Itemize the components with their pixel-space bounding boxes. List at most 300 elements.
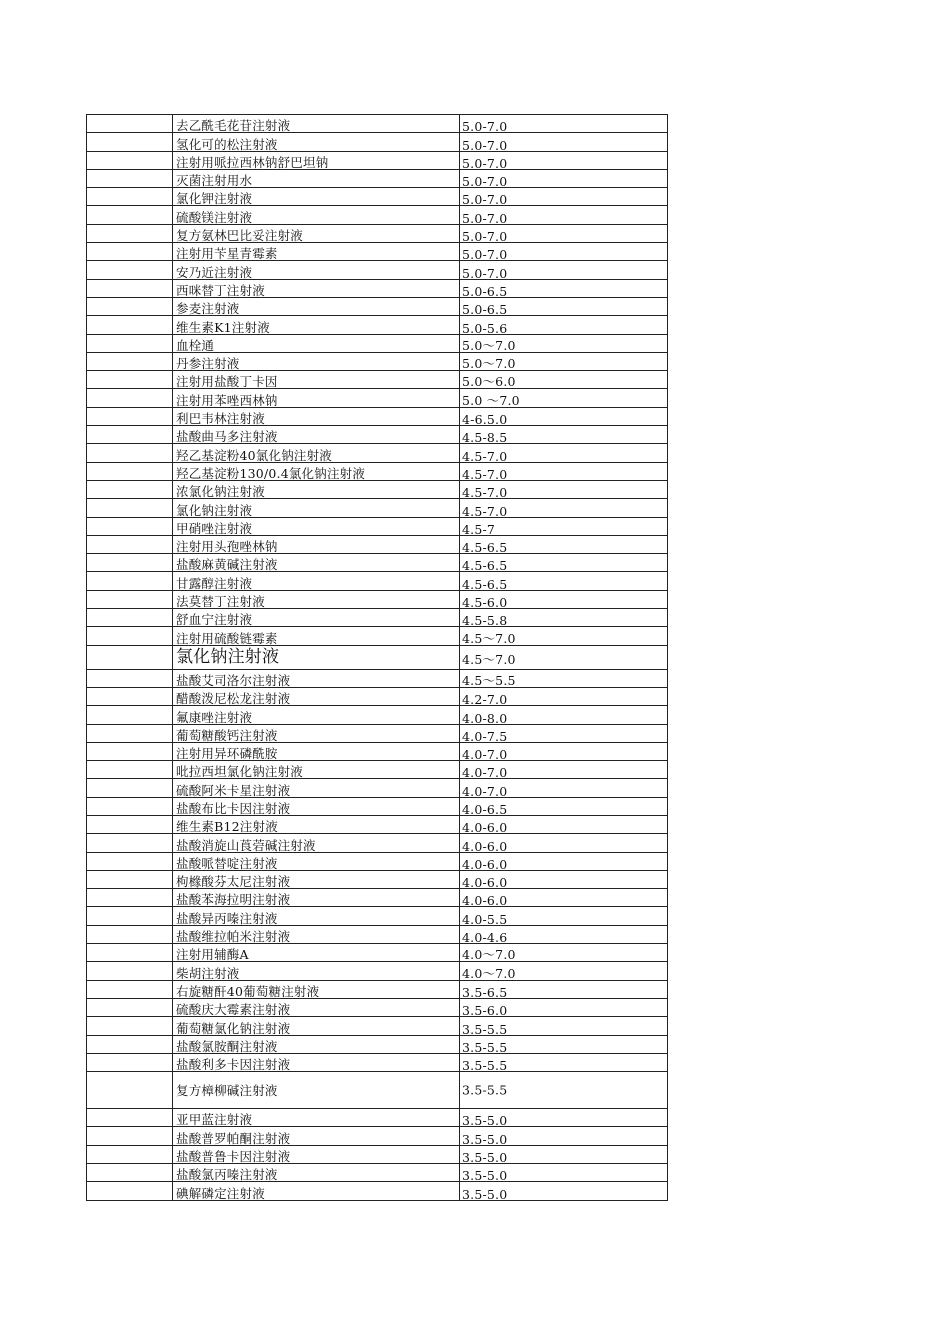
blank-cell [86, 225, 173, 242]
drug-name-cell [174, 798, 460, 815]
ph-range: 4.5～5.5 [462, 672, 516, 688]
table-row [86, 114, 668, 135]
ph-range: 4.5-7.0 [462, 503, 508, 519]
table-row [86, 187, 668, 208]
drug-name: 盐酸消旋山莨菪碱注射液 [176, 837, 316, 853]
drug-name-cell [174, 1072, 460, 1108]
drug-name-cell [174, 1017, 460, 1034]
ph-range: 4.5-6.0 [462, 595, 508, 611]
table-row [86, 242, 668, 263]
drug-name: 血栓通 [176, 337, 215, 353]
table-row [86, 852, 668, 870]
table-row [86, 553, 668, 574]
drug-name: 葡萄糖酸钙注射液 [176, 727, 278, 743]
drug-name-cell [174, 536, 460, 553]
ph-range: 3.5-5.5 [462, 1039, 508, 1055]
ph-range-cell [460, 706, 668, 726]
table-row [86, 1035, 668, 1053]
ph-range: 3.5-5.5 [462, 1058, 508, 1074]
ph-range-cell [460, 243, 668, 263]
table-row [86, 1053, 668, 1074]
ph-range-cell [460, 1164, 668, 1184]
table-row [86, 480, 668, 501]
table-row [86, 760, 668, 781]
ph-range: 4.5-6.5 [462, 540, 508, 556]
drug-name-cell [174, 1036, 460, 1053]
ph-range: 4.5～7.0 [462, 651, 516, 667]
drug-name-cell [174, 743, 460, 760]
ph-range: 5.0-7.0 [462, 210, 508, 226]
table-row [86, 315, 668, 336]
ph-range-cell [460, 152, 668, 169]
drug-name-cell [174, 834, 460, 851]
blank-cell [86, 408, 173, 425]
ph-range: 5.0-7.0 [462, 247, 508, 263]
ph-range: 5.0-7.0 [462, 137, 508, 153]
drug-name-cell [174, 688, 460, 705]
drug-name-cell [174, 554, 460, 571]
drug-name: 注射用盐酸丁卡因 [176, 374, 278, 390]
drug-name-cell [174, 1164, 460, 1181]
ph-range-cell [460, 926, 668, 946]
ph-range-cell [460, 834, 668, 854]
drug-name-cell [174, 1054, 460, 1071]
ph-range-cell [460, 335, 668, 352]
blank-cell [86, 999, 173, 1016]
drug-name: 西咪替丁注射液 [176, 282, 265, 298]
ph-range: 4.0-6.0 [462, 856, 508, 872]
drug-name-cell [174, 444, 460, 461]
table-row [86, 961, 668, 979]
drug-name-cell [174, 1127, 460, 1144]
drug-name: 注射用异环磷酰胺 [176, 746, 278, 762]
drug-name: 维生素K1注射液 [176, 319, 270, 335]
ph-range-cell [460, 688, 668, 708]
drug-name-cell [174, 499, 460, 516]
drug-name: 盐酸利多卡因注射液 [176, 1057, 291, 1073]
ph-range-cell [460, 353, 668, 370]
table-row [86, 980, 668, 998]
blank-cell [86, 761, 173, 778]
ph-range-cell [460, 133, 668, 153]
drug-name: 维生素B12注射液 [176, 819, 278, 835]
ph-range: 5.0-7.0 [462, 192, 508, 208]
drug-name: 甘露醇注射液 [176, 575, 253, 591]
ph-range: 4.5-8.5 [462, 430, 508, 446]
drug-name-cell [174, 170, 460, 187]
drug-name: 醋酸泼尼松龙注射液 [176, 691, 291, 707]
blank-cell [86, 1054, 173, 1071]
drug-name: 羟乙基淀粉40氯化钠注射液 [176, 447, 333, 463]
ph-range-cell [460, 962, 668, 979]
blank-cell [86, 463, 173, 480]
table-row [86, 132, 668, 153]
blank-cell [86, 853, 173, 870]
drug-name: 葡萄糖氯化钠注射液 [176, 1020, 291, 1036]
table-row [86, 645, 668, 669]
ph-range-cell [460, 408, 668, 428]
ph-range-cell [460, 798, 668, 815]
drug-name: 硫酸阿米卡星注射液 [176, 782, 291, 798]
blank-cell [86, 889, 173, 906]
ph-range: 5.0-6.5 [462, 302, 508, 318]
table-row [86, 498, 668, 519]
ph-range: 5.0～6.0 [462, 374, 516, 390]
ph-range-cell [460, 761, 668, 781]
drug-name: 浓氯化钠注射液 [176, 484, 265, 500]
drug-name: 参麦注射液 [176, 301, 240, 317]
blank-cell [86, 536, 173, 553]
drug-name-cell [174, 779, 460, 796]
ph-range: 4.0-6.0 [462, 838, 508, 854]
table-row [86, 517, 668, 535]
drug-name: 盐酸氯丙嗪注射液 [176, 1167, 278, 1183]
ph-range: 4.0-6.0 [462, 893, 508, 909]
ph-range-cell [460, 646, 668, 669]
drug-name-cell [174, 706, 460, 723]
ph-range-cell [460, 518, 668, 535]
drug-name-cell [174, 206, 460, 223]
drug-name-cell [174, 225, 460, 242]
blank-cell [86, 554, 173, 571]
blank-cell [86, 743, 173, 760]
blank-cell [86, 646, 173, 669]
blank-cell [86, 816, 173, 833]
drug-name-cell [174, 133, 460, 150]
blank-cell [86, 353, 173, 370]
drug-name: 甲硝唑注射液 [176, 520, 253, 536]
table-row [86, 224, 668, 245]
ph-range-cell [460, 981, 668, 998]
table-row [86, 998, 668, 1019]
ph-range-cell [460, 1072, 668, 1108]
drug-name: 柴胡注射液 [176, 965, 240, 981]
blank-cell [86, 518, 173, 535]
drug-name: 丹参注射液 [176, 356, 240, 372]
drug-name-cell [174, 981, 460, 998]
ph-range: 4.5-5.8 [462, 613, 508, 629]
blank-cell [86, 170, 173, 187]
table-row [86, 1126, 668, 1147]
table-row [86, 888, 668, 909]
ph-range-cell [460, 536, 668, 556]
ph-range: 3.5-5.0 [462, 1113, 508, 1129]
drug-name: 硫酸镁注射液 [176, 209, 253, 225]
ph-range: 4.0-6.0 [462, 875, 508, 891]
ph-range-cell [460, 591, 668, 611]
blank-cell [86, 188, 173, 205]
table-row [86, 1145, 668, 1166]
blank-cell [86, 1182, 173, 1199]
ph-range: 3.5-5.0 [462, 1168, 508, 1184]
table-bottom-border [86, 1200, 668, 1201]
ph-range: 5.0～7.0 [462, 337, 516, 353]
table-row [86, 279, 668, 297]
drug-name: 氢化可的松注射液 [176, 136, 278, 152]
drug-name: 盐酸普罗帕酮注射液 [176, 1130, 291, 1146]
drug-name: 亚甲蓝注射液 [176, 1112, 253, 1128]
blank-cell [86, 907, 173, 924]
blank-cell [86, 706, 173, 723]
ph-range-cell [460, 261, 668, 281]
table-row [86, 151, 668, 169]
ph-range: 4-6.5.0 [462, 412, 508, 428]
ph-range-cell [460, 426, 668, 446]
drug-name: 安乃近注射液 [176, 264, 253, 280]
ph-range-cell [460, 871, 668, 891]
ph-range: 4.2-7.0 [462, 692, 508, 708]
blank-cell [86, 627, 173, 644]
drug-name: 盐酸哌替啶注射液 [176, 855, 278, 871]
ph-range-cell [460, 609, 668, 629]
ph-range-cell [460, 1182, 668, 1202]
ph-range-cell [460, 371, 668, 388]
blank-cell [86, 670, 173, 687]
blank-cell [86, 962, 173, 979]
ph-range: 4.0-6.5 [462, 801, 508, 817]
blank-cell [86, 481, 173, 498]
table-row [86, 626, 668, 644]
ph-range-cell [460, 907, 668, 927]
ph-range-cell [460, 1109, 668, 1129]
table-row [86, 797, 668, 815]
ph-range: 3.5-5.5 [462, 1082, 508, 1098]
ph-range: 3.5-5.0 [462, 1150, 508, 1166]
ph-range-cell [460, 1127, 668, 1147]
table-row [86, 925, 668, 946]
ph-range: 5.0-6.5 [462, 283, 508, 299]
drug-name: 复方氨林巴比妥注射液 [176, 228, 304, 244]
ph-range: 5.0～7.0 [462, 356, 516, 372]
ph-range-cell [460, 481, 668, 501]
blank-cell [86, 389, 173, 406]
drug-name: 氯化钾注射液 [176, 191, 253, 207]
ph-range: 4.5-7.0 [462, 485, 508, 501]
table-row [86, 571, 668, 592]
drug-name: 注射用硫酸链霉素 [176, 630, 278, 646]
table-row [86, 815, 668, 836]
ph-range-cell [460, 889, 668, 909]
drug-name-cell [174, 999, 460, 1016]
ph-range-cell [460, 170, 668, 190]
drug-name-cell [174, 371, 460, 388]
ph-range: 5.0-7.0 [462, 265, 508, 281]
blank-cell [86, 298, 173, 315]
drug-name-cell [174, 426, 460, 443]
table-row [86, 687, 668, 708]
ph-range: 4.5-6.5 [462, 576, 508, 592]
blank-cell [86, 1146, 173, 1163]
ph-range-cell [460, 1146, 668, 1166]
blank-cell [86, 371, 173, 388]
ph-range-cell [460, 1036, 668, 1053]
table-row [86, 870, 668, 891]
table-row [86, 608, 668, 629]
blank-cell [86, 133, 173, 150]
ph-range-cell [460, 627, 668, 644]
blank-cell [86, 725, 173, 742]
ph-range-cell [460, 572, 668, 592]
drug-name-cell [174, 152, 460, 169]
blank-cell [86, 981, 173, 998]
ph-range: 3.5-5.0 [462, 1186, 508, 1202]
blank-cell [86, 834, 173, 851]
table-row [86, 906, 668, 927]
table-row [86, 535, 668, 556]
drug-name-cell [174, 944, 460, 961]
ph-range: 4.0-7.0 [462, 747, 508, 763]
table-row [86, 1163, 668, 1184]
drug-name: 盐酸氯胺酮注射液 [176, 1038, 278, 1054]
ph-range: 4.5-6.5 [462, 558, 508, 574]
ph-range: 5.0 ～7.0 [462, 392, 520, 408]
ph-range-cell [460, 853, 668, 870]
ph-range-cell [460, 298, 668, 318]
drug-name: 注射用头孢唑林钠 [176, 539, 278, 555]
drug-name: 舒血宁注射液 [176, 612, 253, 628]
ph-range: 5.0-7.0 [462, 155, 508, 171]
blank-cell [86, 243, 173, 260]
ph-range: 5.0-5.6 [462, 320, 508, 336]
table-row [86, 425, 668, 446]
drug-name-cell [174, 389, 460, 406]
drug-name: 去乙酰毛花苷注射液 [176, 118, 291, 134]
drug-name-cell [174, 408, 460, 425]
ph-range-cell [460, 999, 668, 1019]
blank-cell [86, 1109, 173, 1126]
ph-range-cell [460, 944, 668, 961]
drug-name-cell [174, 591, 460, 608]
blank-cell [86, 206, 173, 223]
blank-cell [86, 572, 173, 589]
drug-name: 吡拉西坦氯化钠注射液 [176, 764, 304, 780]
table-row [86, 1108, 668, 1129]
ph-range: 4.0-7.5 [462, 728, 508, 744]
blank-cell [86, 499, 173, 516]
table-row [86, 1181, 668, 1202]
blank-cell [86, 609, 173, 626]
table-row [86, 724, 668, 742]
ph-range: 4.5-7 [462, 521, 496, 537]
drug-name: 注射用辅酶A [176, 947, 249, 963]
blank-cell [86, 779, 173, 796]
drug-name: 羟乙基淀粉130/0.4氯化钠注射液 [176, 465, 366, 481]
ph-range: 4.0-4.6 [462, 930, 508, 946]
blank-cell [86, 152, 173, 169]
drug-name: 氟康唑注射液 [176, 709, 253, 725]
ph-range-cell [460, 280, 668, 297]
drug-name: 盐酸异丙嗪注射液 [176, 910, 278, 926]
ph-range-cell [460, 316, 668, 336]
ph-range-cell [460, 499, 668, 519]
ph-range: 4.0-5.5 [462, 911, 508, 927]
table-row [86, 205, 668, 226]
ph-range: 5.0-7.0 [462, 119, 508, 135]
ph-range-cell [460, 463, 668, 480]
table-row [86, 742, 668, 763]
blank-cell [86, 1127, 173, 1144]
ph-range: 3.5-5.5 [462, 1021, 508, 1037]
table-row [86, 334, 668, 352]
drug-name-cell [174, 646, 460, 669]
blank-cell [86, 688, 173, 705]
ph-range: 4.5～7.0 [462, 630, 516, 646]
drug-name-cell [174, 871, 460, 888]
blank-cell [86, 591, 173, 608]
ph-range-cell [460, 725, 668, 742]
ph-range-cell [460, 1017, 668, 1037]
drug-name: 法莫替丁注射液 [176, 594, 265, 610]
table-row [86, 260, 668, 281]
ph-range-cell [460, 188, 668, 208]
drug-name: 硫酸庆大霉素注射液 [176, 1002, 291, 1018]
drug-name-cell [174, 316, 460, 333]
ph-range: 4.5-7.0 [462, 448, 508, 464]
drug-name-cell [174, 572, 460, 589]
blank-cell [86, 1164, 173, 1181]
ph-range-cell [460, 115, 668, 135]
drug-name: 盐酸麻黄碱注射液 [176, 557, 278, 573]
blank-cell [86, 316, 173, 333]
drug-name: 注射用哌拉西林钠舒巴坦钠 [176, 154, 329, 170]
ph-range-cell [460, 670, 668, 687]
drug-name: 氯化钠注射液 [176, 646, 280, 667]
drug-ph-table [86, 114, 668, 1201]
drug-name: 利巴韦林注射液 [176, 411, 265, 427]
drug-name-cell [174, 188, 460, 205]
drug-name-cell [174, 1182, 460, 1199]
table-row [86, 388, 668, 406]
drug-name-cell [174, 962, 460, 979]
drug-name-cell [174, 609, 460, 626]
drug-name: 注射用苯唑西林钠 [176, 392, 278, 408]
blank-cell [86, 426, 173, 443]
drug-name-cell [174, 463, 460, 480]
table-row [86, 370, 668, 388]
ph-range: 4.0～7.0 [462, 947, 516, 963]
drug-name-cell [174, 816, 460, 833]
drug-name: 灭菌注射用水 [176, 173, 253, 189]
blank-cell [86, 798, 173, 815]
table-row [86, 669, 668, 687]
drug-name: 盐酸布比卡因注射液 [176, 800, 291, 816]
table-row [86, 1071, 668, 1108]
ph-range: 4.0-7.0 [462, 765, 508, 781]
drug-name-cell [174, 889, 460, 906]
drug-name-cell [174, 761, 460, 778]
drug-name-cell [174, 261, 460, 278]
table-row [86, 407, 668, 428]
blank-cell [86, 871, 173, 888]
drug-name-cell [174, 853, 460, 870]
drug-name: 盐酸苯海拉明注射液 [176, 892, 291, 908]
drug-name: 氯化钠注射液 [176, 502, 253, 518]
ph-range-cell [460, 816, 668, 836]
blank-cell [86, 1036, 173, 1053]
ph-range-cell [460, 1054, 668, 1074]
drug-name-cell [174, 298, 460, 315]
ph-range: 3.5-6.0 [462, 1003, 508, 1019]
ph-range-cell [460, 554, 668, 574]
drug-name: 盐酸曲马多注射液 [176, 429, 278, 445]
blank-cell [86, 1017, 173, 1034]
table-row [86, 462, 668, 480]
drug-name: 右旋糖酐40葡萄糖注射液 [176, 983, 320, 999]
blank-cell [86, 261, 173, 278]
blank-cell [86, 444, 173, 461]
table-row [86, 705, 668, 726]
drug-name-cell [174, 725, 460, 742]
